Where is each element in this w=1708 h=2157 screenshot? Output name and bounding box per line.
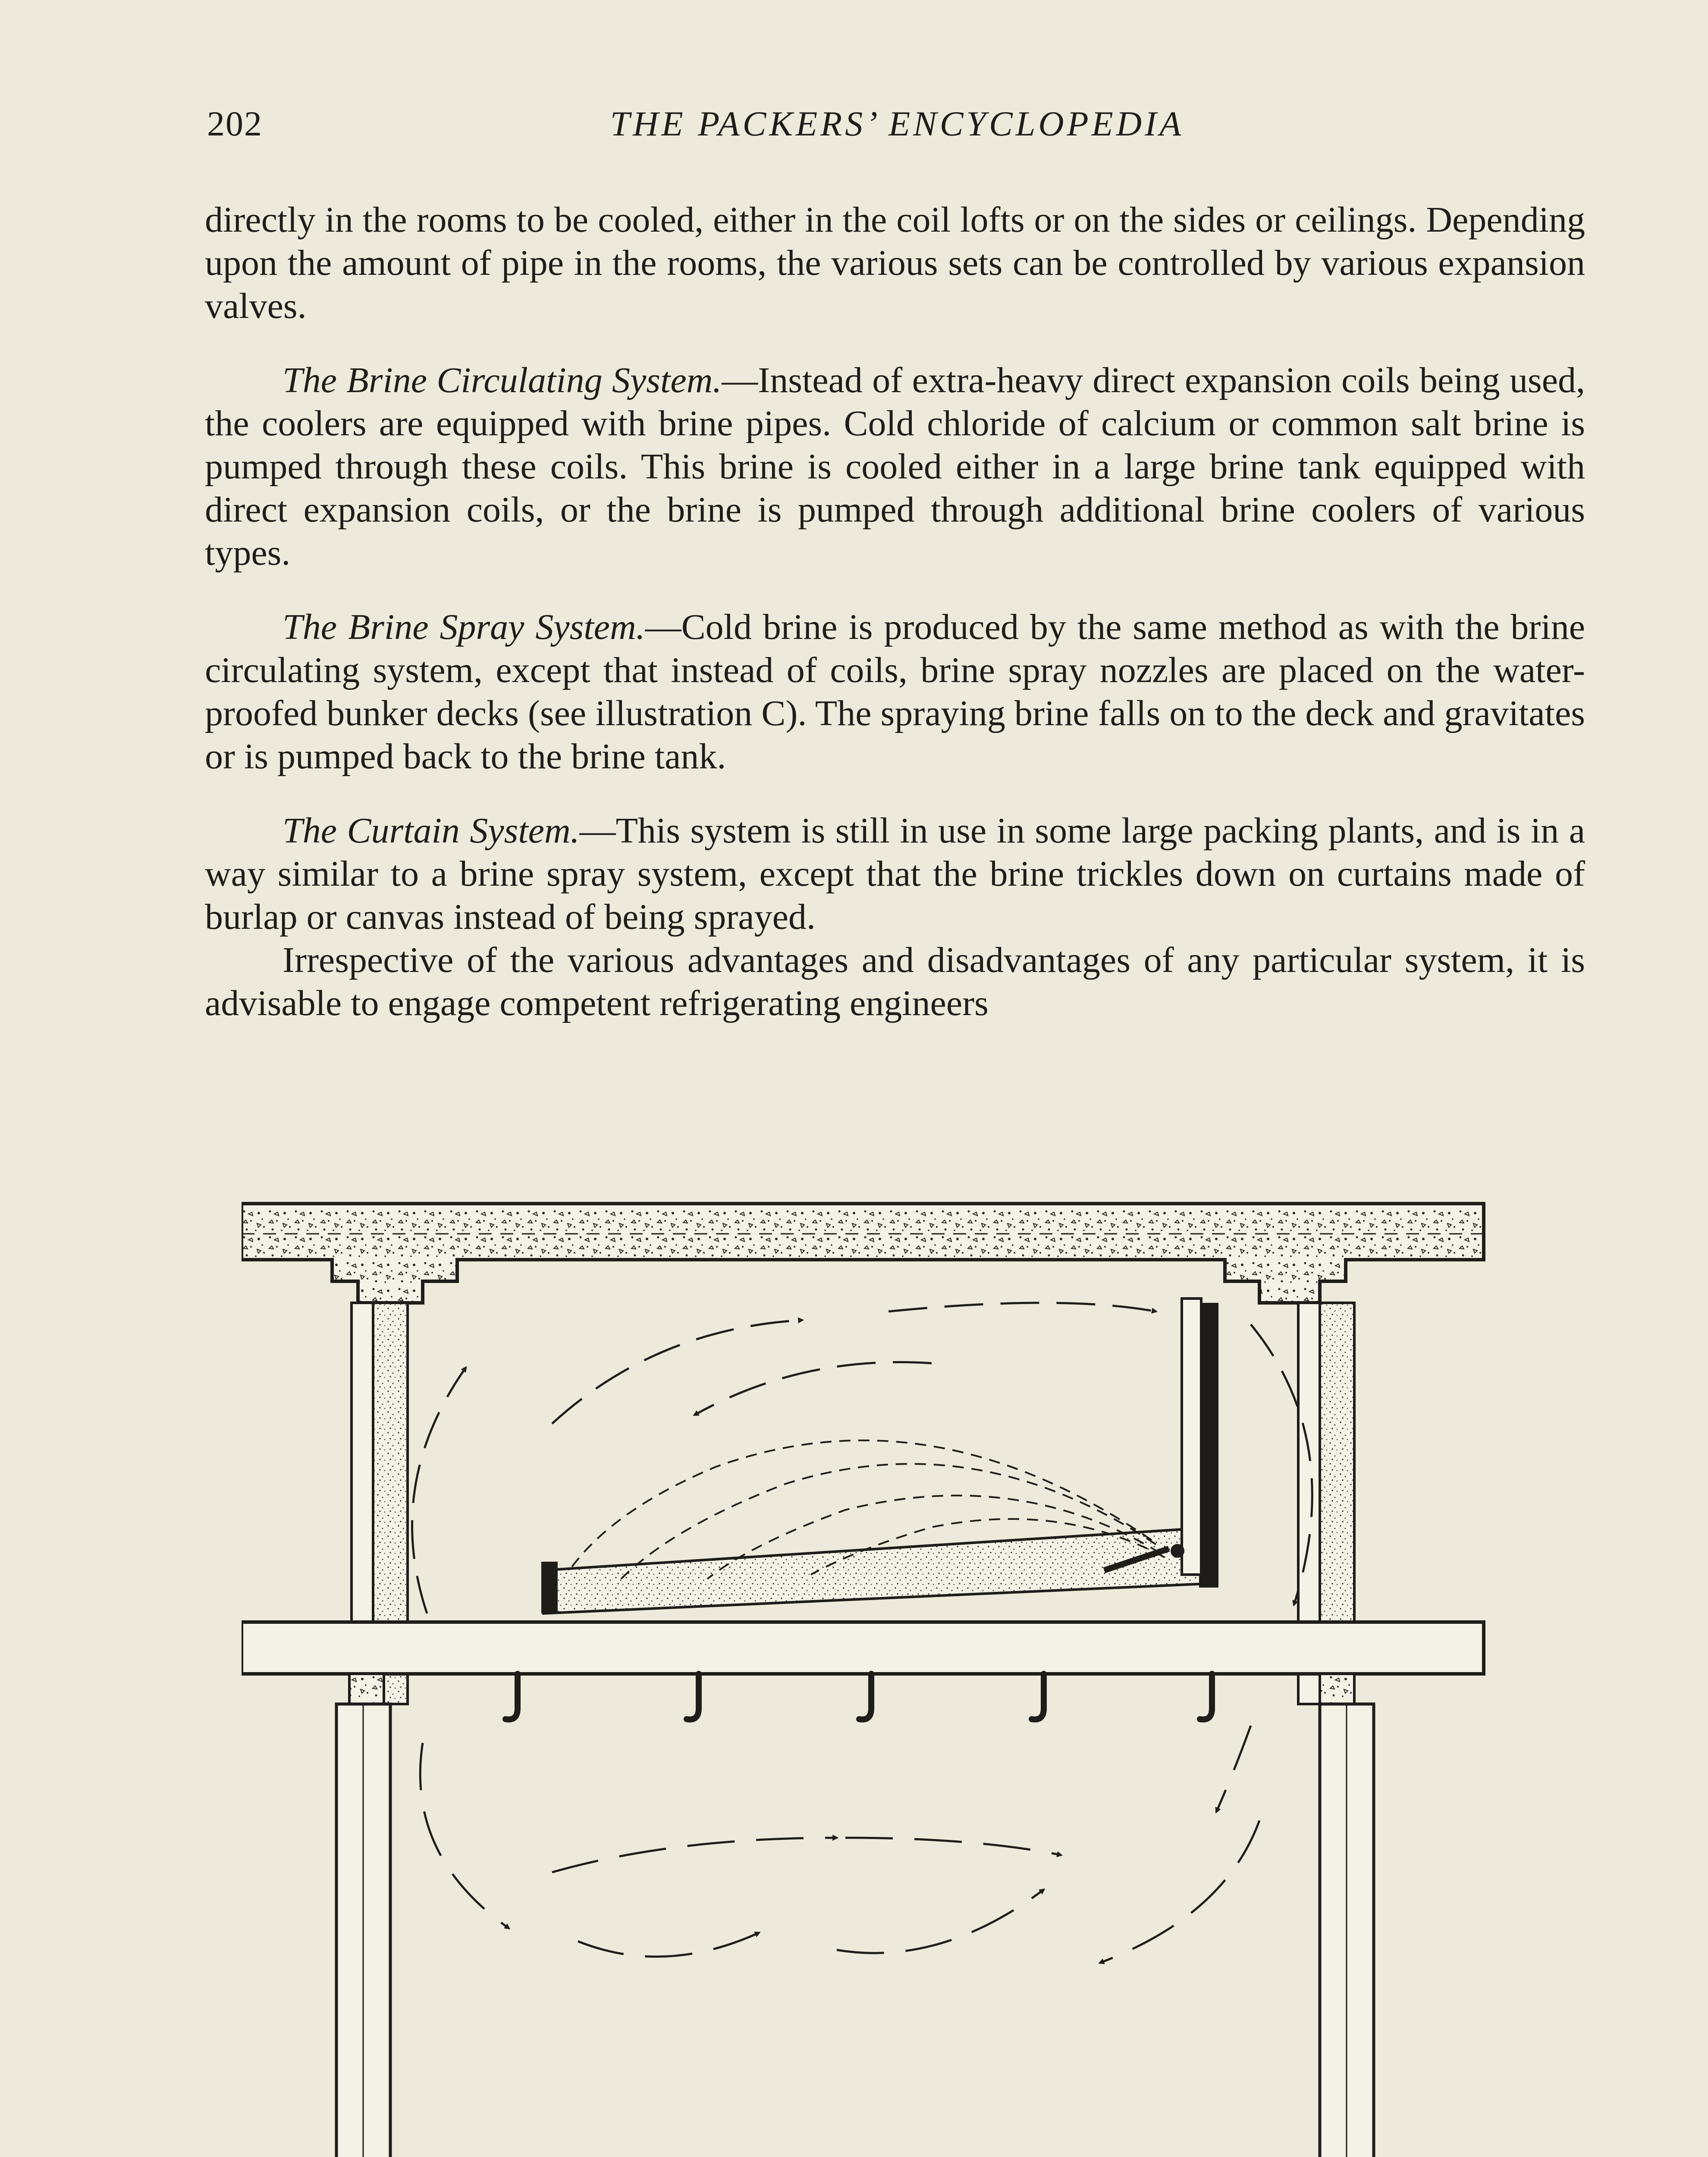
paragraph-text: —This system is still in use in some large packing plants, and is in a way similar to a brine spray system, except that the brine trickles down on curtains made of burlap or canvas instead of being sprayed. [205,811,1585,937]
run-in-heading: The Curtain System. [283,811,580,851]
cross-section-illustration [242,1182,1492,2157]
run-in-heading: The Brine Circulating System. [283,360,722,400]
top-slab [242,1204,1484,1303]
body-text [205,198,1585,1025]
lower-right-post [1320,1704,1374,2157]
paragraph-text: directly in the rooms to be cooled, either in the coil lofts or on the sides or ceilings. Depending upon the amount of pipe in the rooms, the various sets can be controlled by various expansion valves. [205,200,1585,326]
lower-air-arrows [420,1726,1259,1963]
paragraph-text: Irrespective of the various advantages and disadvantages of any particular system, it is advisable to engage competent refrigerating engineers [205,940,1585,1023]
paragraph-curtain [205,809,1585,939]
paragraph-text: —Cold brine is produced by the same method as with the brine circulating system, except that instead of coils, brine spray nozzles are placed on the water-proofed bunker decks (see illustration C). The spraying brine falls on to the deck and gravitates or is pumped back to the brine tank. [205,607,1585,777]
page-number: 202 [207,104,263,143]
run-in-heading: The Brine Spray System. [283,607,645,647]
paragraph-irrespective [205,939,1585,1025]
page-header [207,104,1587,151]
paragraph-brine-circulating [205,359,1585,575]
paragraph-text: —Instead of extra-heavy direct expansion coils being used, the coolers are equipped with brine pipes. Cold chloride of calcium or common salt brine is pumped through these coils. This brine is cooled either in a large brine tank equipped with direct expansion coils, or the brine is pumped through additional brine coolers of various types. [205,360,1585,573]
brine-spray-figure [242,1182,1492,2157]
paragraph-brine-spray [205,606,1585,778]
lower-left-post [336,1704,390,2157]
running-title: THE PACKERS’ ENCYCLOPEDIA [610,104,1184,143]
meat-hooks [505,1674,1212,1720]
bunker-deck [541,1299,1218,1613]
paragraph-continuation [205,198,1585,328]
